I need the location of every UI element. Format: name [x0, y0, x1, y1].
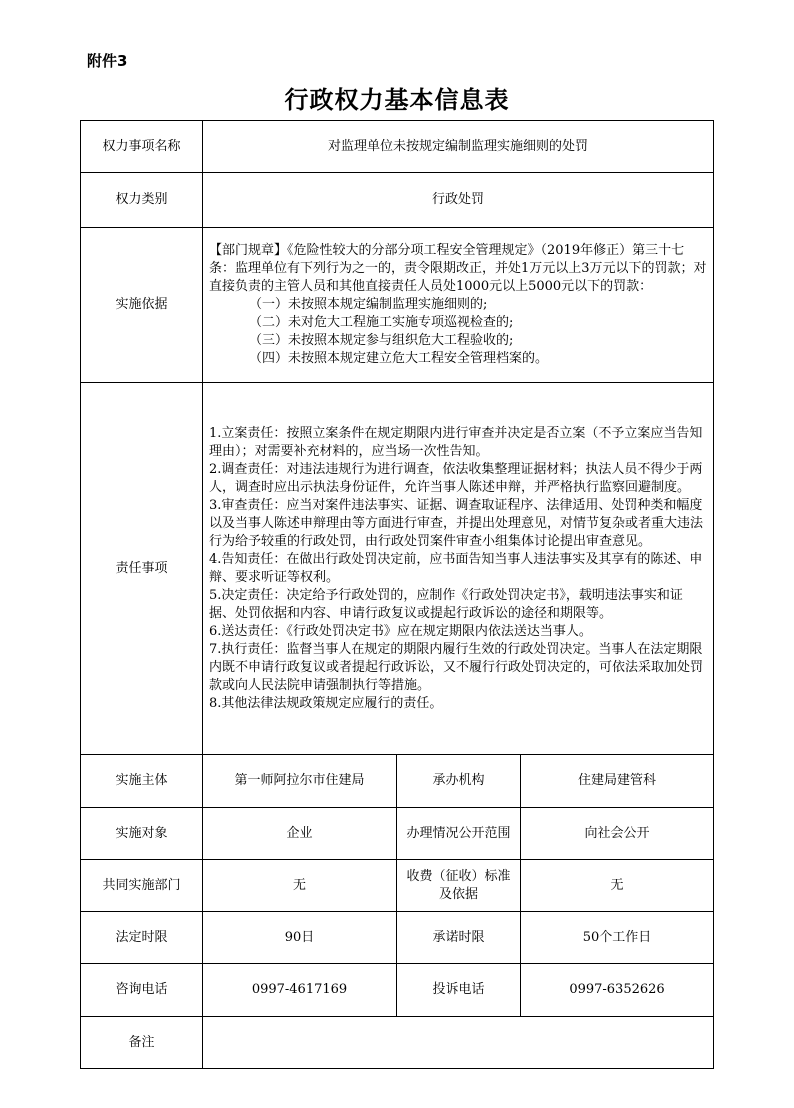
power-name-value: 对监理单位未按规定编制监理实施细则的处罚 [203, 121, 714, 173]
attachment-label: 附件3 [87, 52, 128, 70]
fee-standard-label: 收费（征收）标准及依据 [397, 860, 521, 912]
page-title: 行政权力基本信息表 [284, 86, 510, 114]
power-name-label: 权力事项名称 [81, 121, 203, 173]
power-type-value: 行政处罚 [203, 173, 714, 228]
duty-item-3: 3.审查责任：应当对案件违法事实、证据、调查取证程序、法律适用、处罚种类和幅度以及当事人陈述申辩理由等方面进行审查，并提出处理意见，对情节复杂或者重大违法行为给予较重的行政处罚，由行政处罚案件审查小组集体讨论提出审查意见。 [209, 497, 704, 549]
row-time-limit [81, 912, 714, 964]
row-duties [81, 383, 714, 755]
row-subject [81, 755, 714, 808]
row-basis [81, 228, 714, 383]
complaint-phone-value: 0997-6352626 [521, 964, 714, 1017]
duty-item-2: 2.调查责任：对违法违规行为进行调查，依法收集整理证据材料；执法人员不得少于两人，调查时应出示执法身份证件，允许当事人陈述申辩，并严格执行监察回避制度。 [209, 461, 703, 495]
legal-time-limit-value: 90日 [203, 912, 397, 964]
power-type-label: 权力类别 [81, 173, 203, 228]
row-target [81, 808, 714, 860]
subject-label: 实施主体 [81, 755, 203, 808]
basis-main-text: 【部门规章】《危险性较大的分部分项工程安全管理规定》（2019年修正）第三十七条：监理单位有下列行为之一的，责令限期改正，并处1万元以上3万元以下的罚款；对直接负责的主管人员和其他直接责任人员处1000元以上5000元以下的罚款： [209, 243, 707, 294]
handling-agency-label: 承办机构 [397, 755, 521, 808]
basis-label: 实施依据 [81, 228, 203, 383]
basis-item-3: （三）未按照本规定参与组织危大工程验收的; [249, 333, 514, 348]
row-power-type [81, 173, 714, 228]
remark-label: 备注 [81, 1017, 203, 1069]
disclosure-scope-label: 办理情况公开范围 [397, 808, 521, 860]
duties-label: 责任事项 [81, 383, 203, 755]
target-value: 企业 [203, 808, 397, 860]
joint-dept-value: 无 [203, 860, 397, 912]
duty-item-1: 1.立案责任：按照立案条件在规定期限内进行审查并决定是否立案（不予立案应当告知理由）；对需要补充材料的，应当场一次性告知。 [209, 425, 703, 459]
basis-item-4: （四）未按照本规定建立危大工程安全管理档案的。 [249, 351, 549, 366]
row-joint [81, 860, 714, 912]
remark-value [203, 1017, 714, 1069]
duty-item-6: 6.送达责任：《行政处罚决定书》应在规定期限内依法送达当事人。 [209, 623, 592, 639]
duty-item-4: 4.告知责任：在做出行政处罚决定前，应书面告知当事人违法事实及其享有的陈述、申辩、要求听证等权利。 [209, 551, 703, 585]
duty-item-8: 8.其他法律法规政策规定应履行的责任。 [209, 695, 443, 711]
duty-item-7: 7.执行责任：监督当事人在规定的期限内履行生效的行政处罚决定。当事人在法定期限内既不申请行政复议或者提起行政诉讼，又不履行行政处罚决定的，可依法采取加处罚款或向人民法院申请强制执行等措施。 [209, 641, 704, 693]
row-remark [81, 1017, 714, 1069]
row-power-name [81, 121, 714, 173]
consult-phone-label: 咨询电话 [81, 964, 203, 1017]
promised-time-limit-label: 承诺时限 [397, 912, 521, 964]
legal-time-limit-label: 法定时限 [81, 912, 203, 964]
consult-phone-value: 0997-4617169 [203, 964, 397, 1017]
row-phone [81, 964, 714, 1017]
disclosure-scope-value: 向社会公开 [521, 808, 714, 860]
duty-item-5: 5.决定责任：决定给予行政处罚的，应制作《行政处罚决定书》，载明违法事实和证据、处罚依据和内容、申请行政复议或提起行政诉讼的途径和期限等。 [209, 587, 683, 621]
handling-agency-value: 住建局建管科 [521, 755, 714, 808]
info-table [80, 120, 714, 1069]
duties-content [203, 383, 714, 755]
basis-item-1: （一）未按照本规定编制监理实施细则的; [249, 297, 488, 312]
target-label: 实施对象 [81, 808, 203, 860]
subject-value: 第一师阿拉尔市住建局 [203, 755, 397, 808]
fee-standard-value: 无 [521, 860, 714, 912]
complaint-phone-label: 投诉电话 [397, 964, 521, 1017]
joint-dept-label: 共同实施部门 [81, 860, 203, 912]
promised-time-limit-value: 50个工作日 [521, 912, 714, 964]
basis-item-2: （二）未对危大工程施工实施专项巡视检查的; [249, 315, 514, 330]
basis-content [203, 228, 714, 383]
